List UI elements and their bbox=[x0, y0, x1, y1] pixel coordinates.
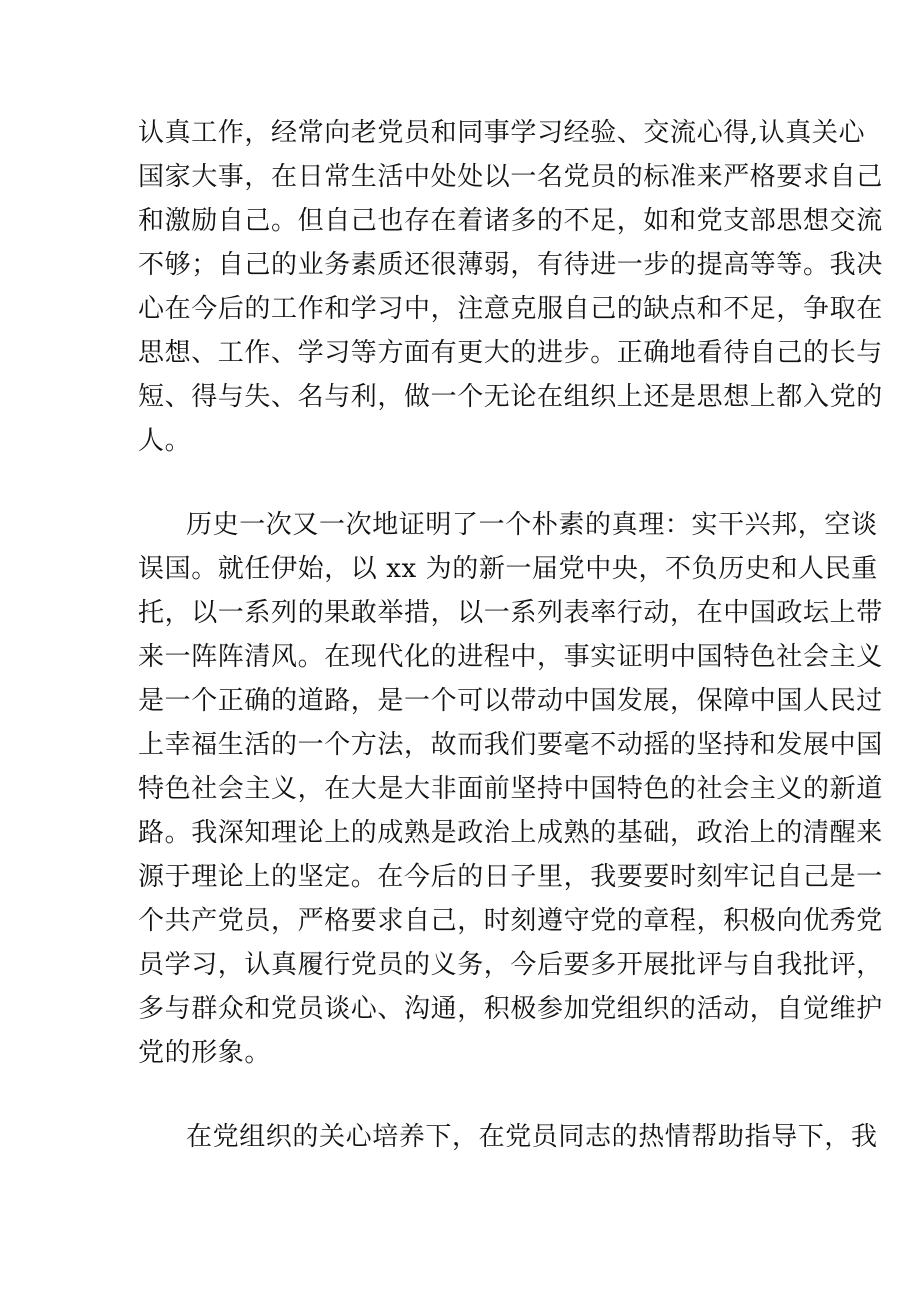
paragraph-2-line-1: 历史一次又一次地证明了一个朴素的真理：实干兴邦，空谈 bbox=[186, 510, 878, 540]
paragraph-1-line-6: 思想、工作、学习等方面有更大的进步。正确地看待自己的长与 bbox=[138, 338, 883, 368]
paragraph-2-line-7: 特色社会主义，在大是大非面前坚持中国特色的社会主义的新道 bbox=[138, 774, 883, 804]
paragraph-2-line-10: 个共产党员，严格要求自己，时刻遵守党的章程，积极向优秀党 bbox=[138, 906, 883, 936]
paragraph-1-line-1: 认真工作，经常向老党员和同事学习经验、交流心得,认真关心 bbox=[138, 118, 866, 148]
paragraph-1-line-4: 不够；自己的业务素质还很薄弱，有待进一步的提高等等。我决 bbox=[138, 250, 883, 280]
paragraph-2-line-8: 路。我深知理论上的成熟是政治上成熟的基础，政治上的清醒来 bbox=[138, 818, 883, 848]
paragraph-2-line-6: 上幸福生活的一个方法，故而我们要毫不动摇的坚持和发展中国 bbox=[138, 730, 883, 760]
paragraph-2-line-12: 多与群众和党员谈心、沟通，积极参加党组织的活动，自觉维护 bbox=[138, 994, 883, 1024]
paragraph-2-line-9: 源于理论上的坚定。在今后的日子里，我要要时刻牢记自己是一 bbox=[138, 862, 883, 892]
paragraph-1-line-2: 国家大事，在日常生活中处处以一名党员的标准来严格要求自己 bbox=[138, 162, 883, 192]
paragraph-1-line-7: 短、得与失、名与利，做一个无论在组织上还是思想上都入党的 bbox=[138, 382, 883, 412]
paragraph-2-line-2: 误国。就任伊始，以 xx 为的新一届党中央，不负历史和人民重 bbox=[138, 554, 878, 584]
paragraph-2-line-4: 来一阵阵清风。在现代化的进程中，事实证明中国特色社会主义 bbox=[138, 642, 883, 672]
paragraph-2-line-11: 员学习，认真履行党员的义务，今后要多开展批评与自我批评， bbox=[138, 950, 883, 980]
paragraph-2-line-5: 是一个正确的道路，是一个可以带动中国发展，保障中国人民过 bbox=[138, 686, 883, 716]
paragraph-3-line-1: 在党组织的关心培养下，在党员同志的热情帮助指导下，我 bbox=[186, 1122, 878, 1152]
paragraph-1-line-3: 和激励自己。但自己也存在着诸多的不足，如和党支部思想交流 bbox=[138, 206, 883, 236]
paragraph-2-line-3: 托，以一系列的果敢举措，以一系列表率行动，在中国政坛上带 bbox=[138, 598, 883, 628]
paragraph-1-line-5: 心在今后的工作和学习中，注意克服自己的缺点和不足，争取在 bbox=[138, 294, 883, 324]
paragraph-2-line-13: 党的形象。 bbox=[138, 1038, 272, 1068]
paragraph-1-line-8: 人。 bbox=[138, 426, 192, 456]
